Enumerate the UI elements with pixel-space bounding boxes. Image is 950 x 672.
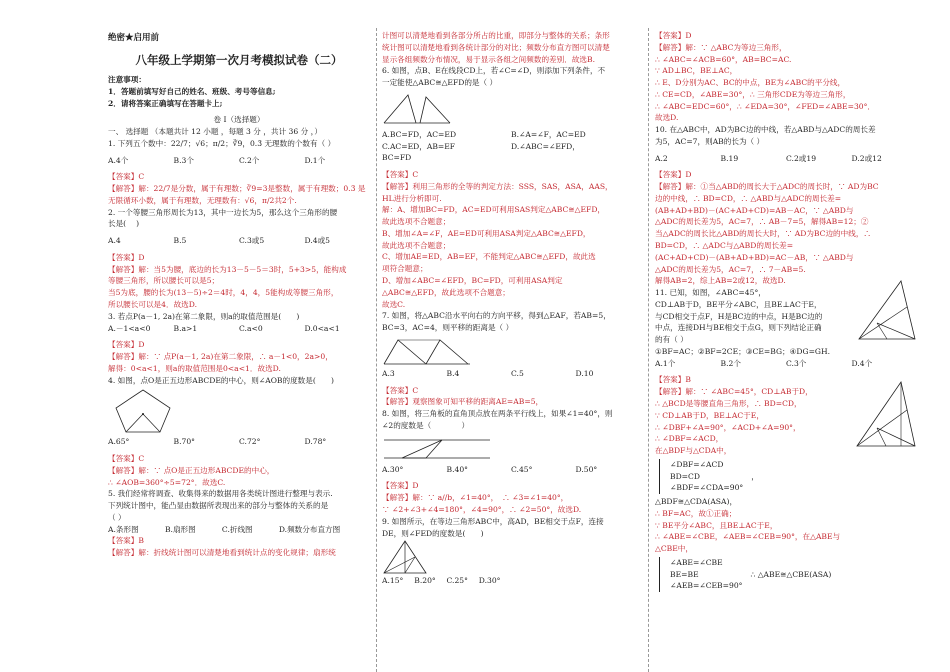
q11-text-5: 的有（ ） (655, 335, 688, 345)
q11-cond-5: BE=BE (670, 569, 699, 579)
notes-title: 注意事项： (108, 74, 146, 84)
q11-text-1: 11. 已知，如图，∠ABC=45°， (655, 288, 766, 298)
q7-explain-1: 【解答】观察图象可知平移的距离AE=AB=5， (382, 397, 544, 407)
q10-explain-9: 解得AB=2，综上AB=2或12，故选D. (655, 276, 786, 286)
q6-option-d: D.∠ABC=∠EFD， (511, 141, 580, 151)
q2-explain-3: 当5为底，腰的长为(13－5)÷2＝4时，4，4，5能构成等腰三角形， (108, 288, 339, 298)
q10-explain-4: △ADC的周长差为5，AC=7，∴ AB－7=5，解得AB=12；② (655, 217, 869, 227)
q4-option-c: C.72° (239, 437, 261, 447)
q8-option-b: B.40° (446, 464, 468, 474)
q1-text: 1. 下列五个数中：22/7；√6；π/2；∛9，0.3̄ 无理数的个数有（ ） (108, 138, 336, 148)
q1-explain-1: 【解答】解：22/7是分数，属于有理数；∛9=3是整数，属于有理数；0.3̄ 是 (108, 184, 366, 194)
q11-block (655, 287, 917, 358)
q1-option-c: C.2个 (239, 155, 260, 165)
q7-answer: 【答案】C (382, 385, 419, 395)
q7-option-d: D.10 (575, 368, 594, 378)
q11-options (655, 358, 917, 370)
q7-option-b: B.4 (446, 368, 460, 378)
q3-option-b: B.a>1 (173, 323, 198, 333)
q8-text-1: 8. 如图，将三角板的直角顶点放在两条平行线上，如果∠1=40°，则 (382, 409, 613, 419)
q11-explain-1: 【解答】解：∵ ∠ABC=45°，CD⊥AB于D， (655, 387, 813, 397)
q6-option-c: C.AC=ED，AB=EF (382, 141, 456, 151)
note-1: 1．答题前填写好自己的姓名、班级、考号等信息; (108, 86, 276, 96)
q7-option-a: A.3 (382, 368, 395, 378)
q9-text-2: DE，则∠FED的度数是( ) (382, 528, 484, 538)
q11-option-d: D.4个 (851, 358, 873, 368)
q10-options (655, 153, 917, 165)
q7-option-c: C.5 (511, 368, 524, 378)
q2-text-2: 长是( ) (108, 219, 140, 229)
q7-options (382, 368, 640, 380)
q10-answer: 【答案】D (655, 170, 692, 180)
q10-option-a: A.2 (655, 153, 668, 163)
q3-explain-2: 解得：0<a<1，则a的取值范围是0<a<1．故选D. (108, 363, 281, 373)
q2-answer: 【答案】D (108, 252, 145, 262)
q2-option-b: B.5 (173, 236, 187, 246)
q11-option-c: C.3个 (786, 358, 807, 368)
column-3 (655, 0, 917, 672)
q4-explain-1: 【解答】解：∵ 点O是正五边形ABCDE的中心， (108, 465, 275, 475)
q11-text-6: ①BF=AC；②BF=2CE；③CE=BG；④DG=GH. (655, 346, 831, 356)
q10-option-c: C.2或19 (786, 153, 817, 163)
q5-explain-3: 统计图可以清楚地看到各统计部分的对比；频数分布直方图可以清楚 (382, 42, 610, 52)
q8-option-d: D.50° (575, 464, 598, 474)
q6-explain-7: C、增加AE=ED，AB=EF，不能判定△ABC≅△EFD，故此选 (382, 252, 596, 262)
q11-option-a: A.1个 (655, 358, 676, 368)
q9-option-a: A.15° (382, 576, 404, 586)
q9-option-c: C.25° (446, 576, 468, 586)
q11-explain-9: ∵ BE平分∠ABC，且BE⊥AC于E， (655, 520, 778, 530)
q8-figure (382, 432, 492, 464)
q6-explain-5: B、增加∠A=∠F，AE=ED可利用ASA判定△ABC≅△EFD， (382, 228, 591, 238)
q11-text-3: 与CD相交于点F，H是BC边的中点，H是BC边的 (655, 311, 823, 321)
q4-option-d: D.78° (304, 437, 327, 447)
q2-explain-1: 【解答】解：当5为腰，底边的长为13－5－5＝3时，5+3>5，能构成 (108, 264, 347, 274)
q7-text-2: BC=3，AC=4，则平移的距离是（ ） (382, 323, 514, 333)
q11-explain-7: △BDF≅△CDA(ASA)， (655, 497, 738, 507)
q11-cond-4: ∠ABE=∠CBE (670, 557, 723, 567)
q5-explain-2: 计图可以清楚地看到各部分所占的比重，即部分与整体的关系；条形 (382, 31, 610, 40)
q6-explain-3: 解：A、增加BC=FD，AC=ED可利用SAS判定△ABC≅△EFD， (382, 205, 605, 215)
q5-option-a: A.条形图 (108, 524, 139, 534)
q5-option-b: B.扇形图 (164, 524, 196, 534)
q8-option-c: C.45° (511, 464, 533, 474)
q2-text-1: 2. 一个等腰三角形周长为13，其中一边长为5，那么这个三角形的腰 (108, 207, 338, 217)
q10-text-1: 10. 在△ABC中，AD为BC边的中线，若△ABD与△ADC的周长差 (655, 125, 876, 135)
q6-explain-8: 项符合题意； (382, 264, 428, 274)
q9-explain-6: ∴ ∠ABC=EDC=60°，∴ ∠EDA=30°，∠FED=∠ABE=30°． (655, 101, 875, 111)
q8-explain-2: ∵ ∠2+∠3+∠4=180°，∠4=90°，∴ ∠2=50°，故选D. (382, 504, 582, 514)
q5-options (108, 524, 370, 536)
q10-text-2: 为5，AC=7，则AB的长为（ ） (655, 136, 765, 146)
q2-option-a: A.4 (108, 236, 121, 246)
section-intro: 一、 选择题 （本题共计 12 小题 ，每题 3 分 ，共计 36 分 ，） (108, 127, 322, 137)
q8-text-2: ∠2的度数是（ ） (382, 420, 470, 430)
q11-text-2: CD⊥AB于D，BE平分∠ABC，且BE⊥AC于E， (655, 299, 822, 309)
column-1 (108, 0, 370, 672)
q4-option-a: A.65° (108, 437, 130, 447)
q8-explain-1: 【解答】解：∵ a//b，∠1=40°， ∴ ∠3=∠1=40°， (382, 493, 569, 503)
q11-explain-6: 在△BDF与△CDA中， (655, 446, 732, 456)
q9-figure (382, 539, 428, 575)
q6-option-b: B.∠A=∠F，AC=ED (511, 129, 586, 139)
q1-answer: 【答案】C (108, 172, 145, 182)
q2-options (108, 235, 370, 247)
q3-explain-1: 【解答】解：∵ 点P(a－1, 2a)在第二象限，∴ a－1<0，2a>0， (108, 352, 333, 362)
q10-option-b: B.19 (720, 153, 739, 163)
q2-explain-4: 所以腰长可以是4．故选D. (108, 300, 197, 309)
q8-options (382, 464, 640, 476)
q11-brace-1 (655, 457, 917, 496)
q6-option-d-cont: BC=FD (382, 153, 412, 163)
q9-answer: 【答案】D (655, 31, 692, 40)
q10-explain-2: 边的中线，∴ BD=CD，∴ △ABD与△ADC的周长差= (655, 193, 842, 203)
q4-text: 4. 如图，点O是正五边形ABCDE的中心，则∠AOB的度数是( ) (108, 375, 334, 385)
q2-option-c: C.3或5 (239, 236, 265, 246)
q9-explain-1: 【解答】解：∵ △ABC为等边三角形， (655, 42, 787, 52)
q5-text-1: 5. 我们经常将调查、收集得来的数据用各类统计图进行整理与表示. (108, 489, 333, 499)
q1-option-d: D.1个 (304, 155, 326, 165)
section-title: 卷 I（选择题） (213, 115, 265, 125)
q9-explain-5: ∴ CE=CD，∠ABE=30°，∴ 三角形CDE为等边三角形， (655, 89, 851, 99)
q6-option-a: A.BC=FD，AC=ED (382, 129, 457, 139)
q6-explain-10: △ABC≅△EFD，故此选项不合题意； (382, 287, 510, 297)
q6-explain-11: 故选C. (382, 299, 406, 309)
q11-figure (857, 279, 917, 343)
q6-explain-2: HL进行分析即可. (382, 193, 442, 203)
pentagon-figure (108, 386, 178, 436)
q6-options-row-2 (382, 141, 640, 153)
q10-explain-8: △ADC的周长差为5，AC=7，∴ 7－AB=5. (655, 264, 806, 274)
q9-option-d: D.30° (478, 576, 501, 586)
page-title: 八年级上学期第一次月考模拟试卷（二） (135, 53, 343, 68)
q10-explain-6: BD=CD，∴ △ADC与△ABD的周长差= (655, 241, 794, 251)
q3-option-d: D.0<a<1 (304, 323, 340, 333)
q9-explain-7: 故选D. (655, 113, 679, 123)
q6-explain-9: D、增加∠ABC=∠EFD，BC=FD，可利用ASA判定 (382, 276, 563, 286)
q3-options (108, 323, 370, 335)
q11-explain-5: ∴ ∠DBF=∠ACD， (655, 434, 724, 444)
q11-text-4: 中点，连接DH与BE相交于点G，则下列结论正确 (655, 323, 822, 333)
q6-answer: 【答案】C (382, 170, 419, 180)
q6-text-2: 一定能使△ABC≅△EFD的是（ ） (382, 78, 498, 88)
q5-text-2: 下列统计图中，能凸显由数据所表现出来的部分与整体的关系的是 (108, 501, 329, 511)
q8-answer: 【答案】D (382, 481, 419, 491)
q11-explain-11: △CBE中， (655, 544, 693, 554)
q11-solution (655, 374, 917, 456)
q5-option-c: C.折线图 (221, 524, 253, 534)
q1-option-a: A.4个 (108, 155, 129, 165)
q6-options-row-1 (382, 129, 640, 141)
q11-cond-1: ∠DBF=∠ACD (670, 459, 724, 469)
q10-explain-1: 【解答】解：①当△ABD的周长大于△ADC的周长时，∵ AD为BC (655, 182, 879, 192)
q1-option-b: B.3个 (173, 155, 194, 165)
column-divider-right (648, 28, 649, 672)
q5-text-3: （ ） (108, 512, 126, 522)
q9-explain-4: ∴ E、D分别为AC、BC的中点，BE为∠ABC的平分线， (655, 78, 846, 88)
q6-explain-1: 【解答】利用三角形的全等的判定方法：SSS，SAS，ASA，AAS， (382, 181, 613, 191)
q11-cond-2: BD=CD (670, 471, 700, 481)
q9-explain-3: ∵ AD⊥BC，BE⊥AC， (655, 66, 738, 76)
q2-explain-2: 等腰三角形，所以腰长可以是5； (108, 276, 220, 286)
q11-cond-comma: ， (751, 471, 759, 481)
q10-explain-3: (AB+AD+BD)－(AC+AD+CD)=AB－AC，∵ △ABD与 (655, 205, 854, 215)
q3-option-a: A.－1<a<0 (108, 323, 151, 333)
q6-explain-6: 故此选项不合题意； (382, 240, 451, 250)
note-2: 2．请将答案正确填写在答题卡上; (108, 98, 223, 108)
q10-option-d: D.2或12 (851, 153, 882, 163)
q6-figure (382, 89, 452, 129)
q11-option-b: B.2个 (720, 358, 741, 368)
q11-explain-8: ∴ BF=AC，故①正确； (655, 508, 737, 518)
q9-explain-2: ∴ ∠ABC=∠ACB=60°，AB=BC=AC. (655, 54, 792, 64)
q9-option-b: B.20° (414, 576, 436, 586)
q4-options (108, 436, 370, 448)
q11-explain-3: ∵ CD⊥AB于D，BE⊥AC于E， (655, 410, 764, 420)
column-divider-left (376, 28, 377, 672)
q4-explain-2: ∴ ∠AOB=360°÷5=72°．故选C. (108, 477, 226, 487)
q5-explain-1: 【解答】解：折线统计图可以清楚地看到统计点的变化规律；扇形统 (108, 548, 336, 558)
q2-option-d: D.4或5 (304, 236, 330, 246)
q11-brace-2 (655, 555, 917, 594)
q5-explain-4: 显示各组频数分布情况，易于显示各组之间频数的差别．故选B. (382, 54, 596, 64)
q7-text-1: 7. 如图，将△ABC沿水平向右的方向平移，得到△EAF，若AB=5， (382, 311, 611, 321)
q3-option-c: C.a<0 (239, 323, 263, 333)
q11-cond-6: ∠AEB=∠CEB=90° (670, 581, 743, 591)
q7-figure (382, 334, 472, 368)
q11-explain-4: ∴ ∠DBF+∠A=90°，∠ACD+∠A=90°， (655, 422, 801, 432)
q4-answer: 【答案】C (108, 454, 145, 464)
q11-conclusion: ∴ △ABE≅△CBE(ASA) (750, 569, 832, 579)
q4-option-b: B.70° (173, 437, 195, 447)
q3-answer: 【答案】D (108, 340, 145, 350)
q5-answer: 【答案】B (108, 536, 144, 546)
q11-explain-10: ∴ ∠ABE=∠CBE，∠AEB=∠CEB=90°，在△ABE与 (655, 532, 841, 542)
q11-explain-2: ∴ △BCD是等腰直角三角形，∴ BD=CD， (655, 398, 802, 408)
q6-explain-4: 故此选项不合题意； (382, 217, 451, 227)
column-2 (382, 0, 640, 672)
q1-explain-2: 无限循环小数，属于有理数，无理数有：√6，π/2共2个. (108, 195, 297, 205)
q1-options (108, 155, 370, 167)
q3-text: 3. 若点P(a－1, 2a)在第二象限，则a的取值范围是( ) (108, 311, 300, 321)
q5-option-d: D.频数分布直方图 (278, 524, 341, 534)
q11-answer: 【答案】B (655, 375, 691, 385)
q6-text-1: 6. 如图，点B、E在线段CD上，若∠C=∠D，则添加下列条件，不 (382, 66, 606, 76)
q10-explain-7: (AC+AD+CD)－(AB+AD+BD)=AC－AB，∵ △ABD与 (655, 252, 854, 262)
q9-options (382, 575, 640, 587)
q9-text-1: 9. 如图所示，在等边三角形ABC中，高AD，BE相交于点F，连接 (382, 516, 604, 526)
q11-solution-figure (855, 380, 917, 450)
q10-explain-5: 当△ADC的周长比△ABD的周长大时，∵ AD为BC边的中线，∴ (655, 229, 872, 239)
q11-cond-3: ∠BDF=∠CDA=90° (670, 483, 744, 493)
secret-label: 绝密★启用前 (108, 33, 160, 43)
q8-option-a: A.30° (382, 464, 404, 474)
